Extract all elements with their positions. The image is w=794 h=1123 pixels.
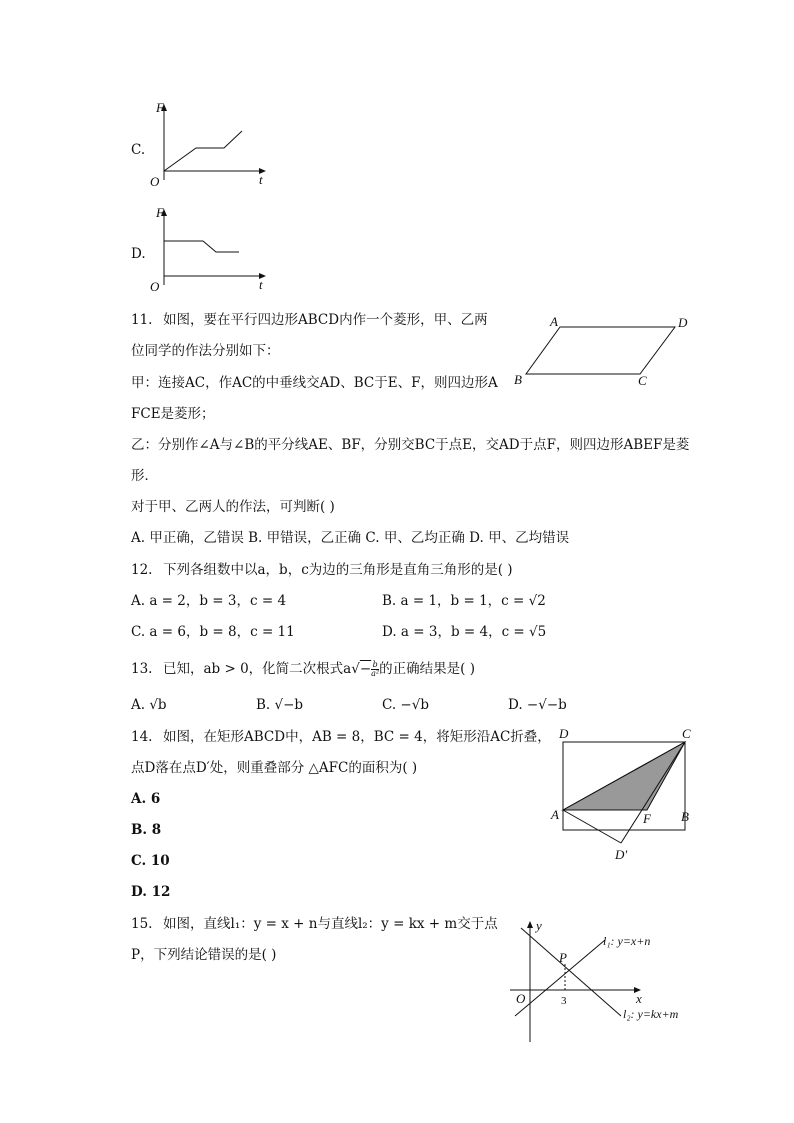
q11-line1: 如图，要在平行四边形ABCD内作一个菱形，甲、乙两 — [163, 312, 488, 328]
point-a-label: A — [550, 314, 558, 329]
origin-label: O — [516, 991, 526, 1006]
fraction-numerator: b — [372, 660, 378, 669]
q14-line2: 点D落在点D′处，则重叠部分 △AFC的面积为( ) — [131, 760, 418, 776]
q11-line2: 位同学的作法分别如下： — [131, 343, 280, 359]
q14-number: 14. — [131, 729, 153, 745]
point-p-label: P — [559, 950, 567, 965]
point-d-label: D — [678, 315, 688, 330]
q13-stem-pre: 已知，ab > 0，化简二次根式a — [163, 661, 352, 677]
origin-label: O — [150, 279, 160, 294]
q12-option-a: A. a = 2，b = 3，c = 4 — [131, 593, 287, 609]
q11-parallelogram-figure — [510, 312, 700, 392]
axis-y-label: F — [156, 100, 164, 115]
q15-number: 15. — [131, 916, 153, 932]
q12-option-c: C. a = 6，b = 8，c = 11 — [131, 624, 295, 640]
q15-line1: 如图，直线l₁：y = x + n与直线l₂：y = kx + m交于点 — [163, 916, 498, 932]
q14-option-a: A. 6 — [131, 791, 161, 807]
q14-option-d: D. 12 — [131, 884, 171, 900]
axis-y-label: y — [536, 918, 542, 933]
axis-x-label: t — [259, 277, 263, 292]
q11-options: A. 甲正确，乙错误 B. 甲错误，乙正确 C. 甲、乙均正确 D. 甲、乙均错误 — [131, 530, 570, 546]
origin-label: O — [150, 174, 160, 189]
point-d-prime-label: D′ — [615, 847, 628, 862]
axis-x-label: x — [636, 991, 642, 1006]
point-b-label: B — [514, 372, 522, 387]
point-f-label: F — [643, 811, 651, 826]
point-b-label: B — [681, 809, 689, 824]
q13-number: 13. — [131, 661, 153, 677]
q13-stem — [163, 660, 475, 678]
q12-stem: 下列各组数中以a，b，c为边的三角形是直角三角形的是( ) — [163, 562, 513, 578]
q10-option-c-label: C. — [131, 142, 146, 158]
q12-option-d: D. a = 3，b = 4，c = √5 — [382, 624, 547, 640]
q14-rectangle-figure — [545, 722, 705, 867]
axis-x-label: t — [259, 172, 263, 187]
q11-number: 11. — [131, 312, 153, 328]
q13-stem-post: 的正确结果是( ) — [379, 661, 475, 677]
q11-line4: FCE是菱形； — [131, 406, 215, 422]
point-c-label: C — [638, 373, 647, 388]
q14-option-c: C. 10 — [131, 853, 170, 869]
q10-graph-d — [150, 205, 280, 295]
q14-option-b: B. 8 — [131, 822, 162, 838]
q11-line6: 形． — [131, 468, 158, 484]
q12-option-b: B. a = 1，b = 1，c = √2 — [382, 593, 546, 609]
q11-line7: 对于甲、乙两人的作法，可判断( ) — [131, 499, 335, 515]
q10-option-d-label: D. — [131, 246, 146, 262]
q15-lines-figure — [505, 912, 705, 1052]
radical-sign: √ — [351, 661, 360, 677]
q13-option-c: C. −√b — [382, 697, 429, 713]
fraction-denominator: a² — [371, 669, 380, 678]
point-c-label: C — [682, 726, 691, 741]
q11-line3: 甲：连接AC，作AC的中垂线交AD、BC于E、F，则四边形A — [131, 375, 498, 391]
q13-option-a: A. √b — [131, 697, 167, 713]
fraction — [371, 661, 379, 678]
q15-line2: P，下列结论错误的是( ) — [131, 947, 277, 963]
point-d-label: D — [559, 726, 569, 741]
q10-graph-c — [150, 100, 280, 190]
q14-line1: 如图，在矩形ABCD中，AB = 8，BC = 4，将矩形沿AC折叠， — [163, 729, 551, 745]
tick-3-label: 3 — [561, 995, 567, 1007]
q13-option-b: B. √−b — [256, 697, 304, 713]
line-l2-label: l₂: y=kx+m — [623, 1007, 679, 1021]
line-l1-label: l₁: y=x+n — [603, 934, 651, 948]
minus-sign: − — [359, 661, 372, 677]
point-a-label: A — [551, 807, 559, 822]
q12-number: 12. — [131, 562, 153, 578]
q13-option-d: D. −√−b — [508, 697, 567, 713]
axis-y-label: F — [156, 205, 164, 220]
q11-line5: 乙：分别作∠A与∠B的平分线AE、BF，分别交BC于点E，交AD于点F，则四边形ABEF是菱 — [131, 437, 690, 453]
